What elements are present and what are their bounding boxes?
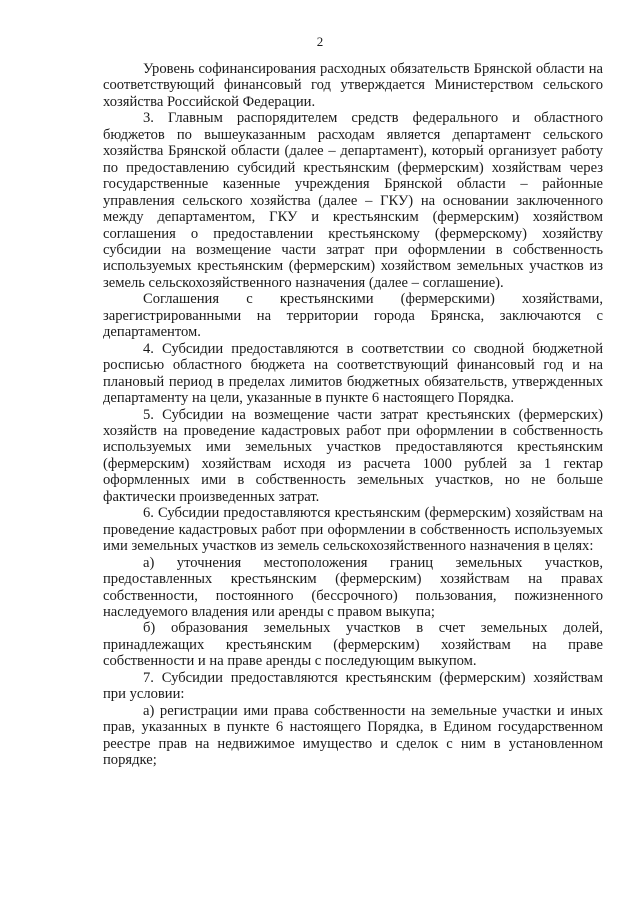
paragraph-6: 6. Субсидии предоставляются крестьянским (фермерским) хозяйствам на проведение кадастровых работ при оформлении в собственность используемых ими земельных участков из земель сельскохозяйственного назначения в целях: (103, 505, 603, 555)
paragraph-3: 3. Главным распорядителем средств федерального и областного бюджетов по вышеуказанным расходам является департамент сельского хозяйства Брянской области (далее – департамент), который организует работу по предоставлению субсидий крестьянским (фермерским) хозяйствам через государственные казенные учреждения Брянской области – районные управления сельского хозяйства (далее – ГКУ) на основании заключенного между департаментом, ГКУ и крестьянским (фермерским) хозяйством соглашения о предоставлении крестьянскому (фермерскому) хозяйству субсидии на возмещение части затрат при оформлении в собственность используемых крестьянским (фермерским) хозяйством земельных участков из земель сельскохозяйственного назначения (далее – соглашение). (103, 110, 603, 291)
paragraph-7: 7. Субсидии предоставляются крестьянским (фермерским) хозяйствам при условии: (103, 669, 603, 703)
paragraph-6b: б) образования земельных участков в счет земельных долей, принадлежащих крестьянским (фермерским) хозяйствам на праве собственности и на праве аренды с последующим выкупом. (103, 620, 603, 670)
paragraph-cofinancing: Уровень софинансирования расходных обязательств Брянской области на соответствующий финансовый год утверждается Министерством сельского хозяйства Российской Федерации. (103, 61, 603, 110)
paragraph-7a: а) регистрации ими права собственности на земельные участки и иных прав, указанных в пункте 6 настоящего Порядка, в Едином государственном реестре прав на недвижимое имущество и сделок с ним в установленном порядке; (103, 702, 603, 769)
paragraph-4: 4. Субсидии предоставляются в соответствии со сводной бюджетной росписью областного бюджета на соответствующий финансовый год и на плановый период в пределах лимитов бюджетных обязательств, утвержденных департаменту на цели, указанные в пункте 6 настоящего Порядка. (103, 340, 603, 407)
paragraph-bryansk-agreements: Соглашения с крестьянскими (фермерскими) хозяйствами, зарегистрированными на территории города Брянска, заключаются с департаментом. (103, 291, 603, 341)
document-body (103, 61, 603, 768)
paragraph-5: 5. Субсидии на возмещение части затрат крестьянских (фермерских) хозяйств на проведение кадастровых работ при оформлении в собственность используемых ими земельных участков предоставляются крестьянским (фермерским) хозяйствам исходя из расчета 1000 рублей за 1 гектар оформленных ими в собственность земельных участков, но не больше фактически произведенных затрат. (103, 406, 603, 505)
paragraph-6a: а) уточнения местоположения границ земельных участков, предоставленных крестьянским (фермерским) хозяйствам на правах собственности, постоянного (бессрочного) пользования, пожизненного наследуемого владения или аренды с правом выкупа; (103, 554, 603, 620)
page-number: 2 (316, 34, 324, 49)
